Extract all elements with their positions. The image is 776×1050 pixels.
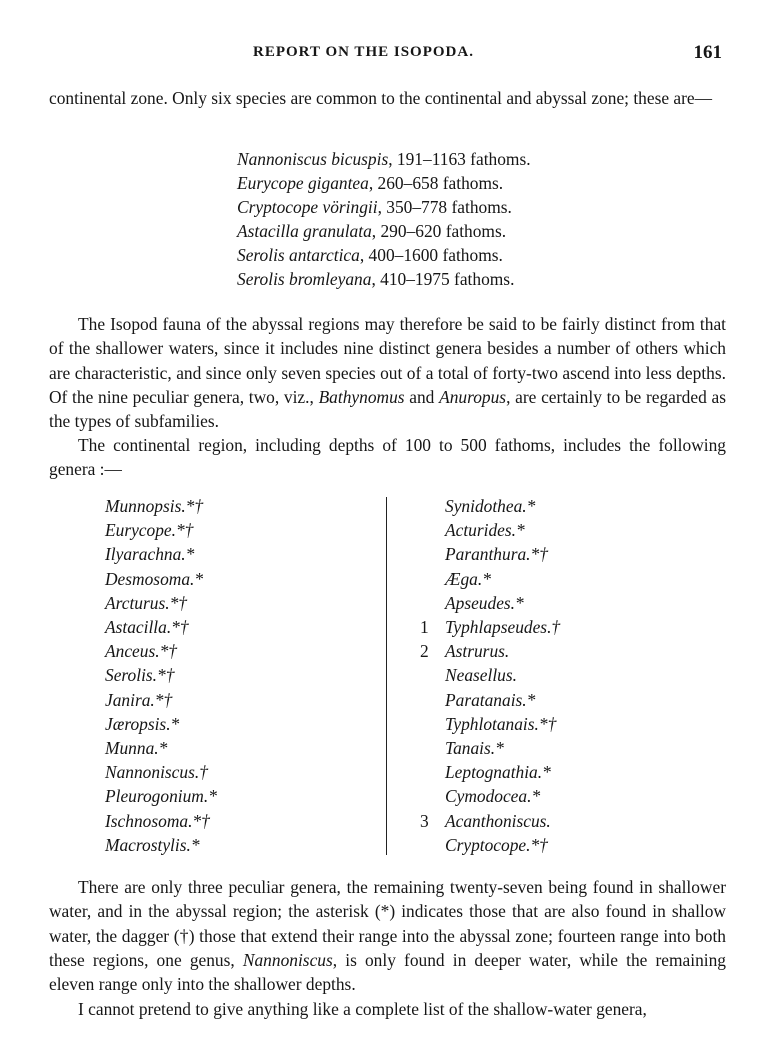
genus-footnote-number: 1 <box>420 617 429 638</box>
genus-name: Neasellus. <box>445 665 517 686</box>
genus-item <box>420 736 560 760</box>
species-name: Cryptocope vöringii <box>237 196 378 217</box>
paragraph-peculiar-genera <box>49 875 726 996</box>
genus-footnote-number: 2 <box>420 641 429 662</box>
genus-item <box>420 784 560 808</box>
species-name: Serolis antarctica <box>237 244 360 265</box>
genus-bathynomus: Bathynomus <box>318 386 405 407</box>
genus-item: Munna.* <box>105 738 168 759</box>
species-range: , 191–1163 fathoms. <box>388 149 531 169</box>
genus-item <box>420 809 560 833</box>
text-run: , is only found in deeper water, while the remaining eleven range only into the shallower depths. <box>49 949 727 995</box>
genus-item: Munnopsis.*† <box>105 496 204 516</box>
genus-item <box>420 639 560 663</box>
text-run: and <box>404 386 440 407</box>
genus-item: Ischnosoma.*† <box>105 810 210 831</box>
species-item <box>237 268 531 292</box>
species-range: , 350–778 fathoms. <box>377 196 512 217</box>
genus-item <box>420 712 560 736</box>
genus-item: Macrostylis.* <box>105 834 200 855</box>
paragraph-shallow-water: I cannot pretend to give anything like a complete list of the shallow-water genera, <box>78 999 647 1019</box>
genus-item <box>420 760 560 784</box>
genus-name: Apseudes.* <box>445 592 524 613</box>
genus-item <box>420 591 560 615</box>
species-item <box>237 244 531 268</box>
running-title: REPORT ON THE ISOPODA. <box>253 44 474 60</box>
genus-item <box>420 663 560 687</box>
genus-item <box>420 567 560 591</box>
common-species-list <box>237 148 531 291</box>
species-name: Eurycope gigantea <box>237 172 369 193</box>
genus-item <box>420 542 560 566</box>
genus-name: Typhlapseudes.† <box>445 617 561 638</box>
genus-name: Typhlotanais.*† <box>445 713 557 734</box>
genus-item: Ilyarachna.* <box>105 544 195 565</box>
genus-name: Astrurus. <box>445 641 510 662</box>
genus-name: Synidothea.* <box>445 496 536 516</box>
genera-list-left <box>105 494 217 857</box>
genus-item: Anceus.*† <box>105 641 177 662</box>
genus-name: Tanais.* <box>445 738 504 759</box>
species-name: Nannoniscus bicuspis <box>237 149 389 169</box>
genus-item <box>420 688 560 712</box>
species-range: , 260–658 fathoms. <box>368 172 504 193</box>
text-run: The Isopod fauna of the abyssal regions may therefore be said to be fairly distinct from that of the shallower waters, since it includes nine distinct genera besides a number of others which are characteristic, and since only seven species out of a total of forty-two ascend into less depths. Of the nine peculiar genera, two, viz., <box>49 314 726 407</box>
paragraph-continental-zone: continental zone. Only six species are common to the continental and abyssal zone; these are— <box>49 88 713 108</box>
species-item <box>237 196 531 220</box>
genus-nannoniscus: Nannoniscus <box>242 949 333 970</box>
genus-item: Jæropsis.* <box>105 713 180 734</box>
species-range: , 290–620 fathoms. <box>371 220 507 241</box>
species-range: , 410–1975 fathoms. <box>371 268 515 289</box>
genus-item <box>420 833 560 857</box>
species-range: , 400–1600 fathoms. <box>359 244 503 265</box>
genus-name: Acturides.* <box>445 520 525 541</box>
column-divider <box>386 497 387 855</box>
genus-name: Paranthura.*† <box>445 544 548 565</box>
genus-footnote-number: 3 <box>420 810 429 831</box>
genus-item: Astacilla.*† <box>105 617 189 638</box>
page-number: 161 <box>693 42 722 63</box>
genus-item <box>420 494 560 518</box>
genus-name: Cryptocope.*† <box>445 834 548 855</box>
genus-anuropus: Anuropus <box>439 386 507 407</box>
genera-list-right <box>420 494 560 857</box>
genus-name: Cymodocea.* <box>445 786 541 807</box>
genus-name: Paratanais.* <box>445 689 536 710</box>
genus-item: Arcturus.*† <box>105 592 187 613</box>
text-run: , are certainly to be regarded as the types of subfamilies. <box>49 386 726 432</box>
genus-item <box>420 615 560 639</box>
genus-item: Eurycope.*† <box>105 520 194 541</box>
species-name: Serolis bromleyana <box>237 268 372 289</box>
genus-item: Desmosoma.* <box>105 568 204 589</box>
species-item <box>237 148 531 172</box>
genus-name: Acanthoniscus. <box>445 810 551 831</box>
species-item <box>237 172 531 196</box>
genus-item: Pleurogonium.* <box>105 786 217 807</box>
genus-name: Æga.* <box>445 568 491 589</box>
genus-item: Serolis.*† <box>105 665 175 686</box>
genus-item: Janira.*† <box>105 689 173 710</box>
genus-item: Nannoniscus.† <box>105 762 208 783</box>
paragraph-abyssal-fauna <box>49 312 726 433</box>
genus-name: Leptognathia.* <box>445 762 551 783</box>
genus-item <box>420 518 560 542</box>
text-run: There are only three peculiar genera, the remaining twenty-seven being found in shallower water, and in the abyssal region; the asterisk (*) indicates those that are also found in shallow water, the dagger (†) those that extend their range into the abyssal zone; fourteen range into both these regions, one genus, <box>49 877 726 970</box>
species-item <box>237 220 531 244</box>
species-name: Astacilla granulata <box>237 220 372 241</box>
paragraph-continental-genera: The continental region, including depths of 100 to 500 fathoms, includes the following genera :— <box>49 435 726 480</box>
page-header <box>0 44 776 70</box>
